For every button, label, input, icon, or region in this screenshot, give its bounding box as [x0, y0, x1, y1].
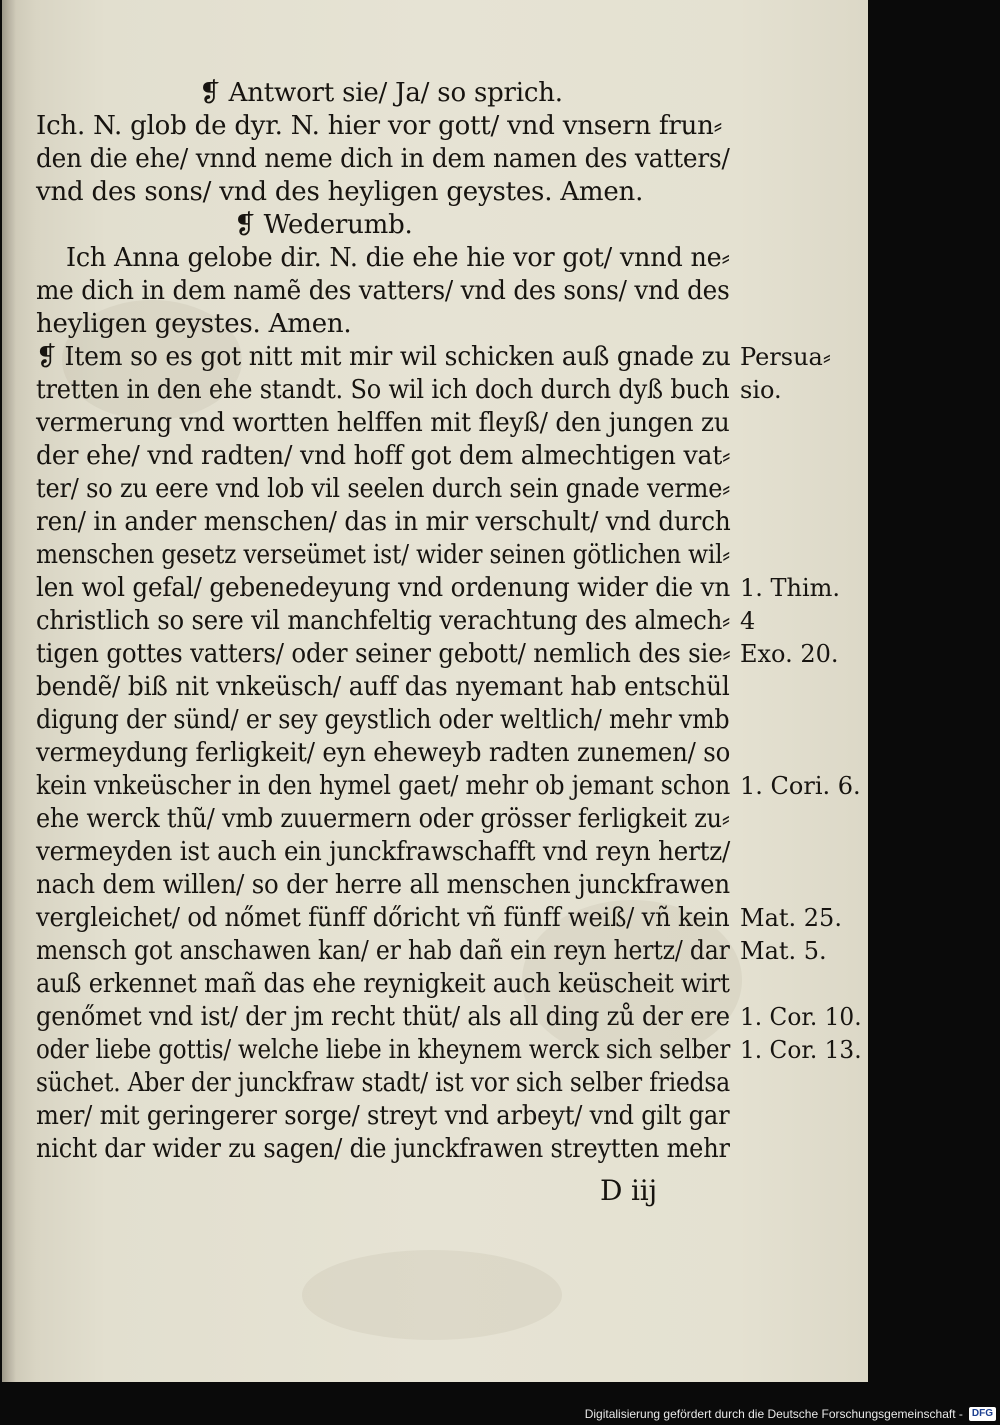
text-line [36, 870, 730, 900]
line-text: nicht dar wider zu sagen/ die junckfrawen streytten mehr [36, 1134, 730, 1164]
text-line [36, 507, 731, 537]
margin-note: 4 [740, 607, 756, 635]
text-line [36, 408, 730, 438]
text-line [199, 78, 563, 108]
text-line [36, 309, 352, 339]
pilcrow-icon: ❡ [199, 78, 221, 108]
text-line [36, 474, 730, 504]
text-line [36, 375, 729, 405]
signature-mark: D iij [600, 1174, 657, 1207]
text-line [36, 606, 730, 636]
text-line [36, 804, 730, 834]
margin-note: Mat. 25. [740, 904, 842, 932]
text-line [36, 342, 731, 372]
margin-note: sio. [740, 376, 782, 404]
margin-note: 1. Thim. [740, 574, 841, 602]
text-line [36, 705, 729, 735]
text-line [36, 1101, 729, 1131]
line-text: oder liebe gottis/ welche liebe in kheynem werck sich selber [36, 1035, 731, 1065]
footer [585, 1402, 1000, 1425]
line-text: tretten in den ehe standt. So wil ich doch durch dyß buch [36, 375, 730, 405]
margin-note: Persua⸗ [740, 343, 831, 371]
line-text: vergleichet/ od nőmet fünff dőricht vñ fünff weiß/ vñ kein [36, 903, 730, 933]
line-text: vnd des sons/ vnd des heyligen geystes. Amen. [36, 177, 644, 207]
line-text: auß erkennet mañ das ehe reynigkeit auch keüscheit wirt [36, 969, 730, 999]
text-line [36, 441, 730, 471]
line-text: len wol gefal/ gebenedeyung vnd ordenung wider die vn [36, 573, 731, 603]
line-text: digung der sünd/ er sey geystlich oder weltlich/ mehr vmb [36, 705, 730, 735]
line-text: süchet. Aber der junckfraw stadt/ ist vor sich selber friedsa [36, 1068, 730, 1098]
line-text: ren/ in ander menschen/ das in mir verschult/ vnd durch [36, 507, 731, 537]
line-text: Wederumb. [255, 210, 413, 240]
text-line [36, 1002, 730, 1032]
dfg-logo: DFG [969, 1407, 996, 1421]
text-line [36, 672, 730, 702]
line-text: Antwort sie/ Ja/ so sprich. [220, 78, 563, 108]
text-line [234, 210, 413, 240]
text-line [36, 771, 730, 801]
margin-note: 1. Cori. 6. [740, 772, 861, 800]
line-text: heyligen geystes. Amen. [36, 309, 352, 339]
text-line [36, 903, 730, 933]
text-line [36, 1068, 730, 1098]
line-text: ehe werck thũ/ vmb zuuermern oder grösser ferligkeit zu⸗ [36, 804, 730, 834]
book-page [2, 0, 868, 1382]
line-text: der ehe/ vnd radten/ vnd hoff got dem almechtigen vat⸗ [36, 441, 731, 471]
line-text: nach dem willen/ so der herre all menschen junckfrawen [36, 870, 730, 900]
text-line [36, 177, 643, 207]
line-text: mer/ mit geringerer sorge/ streyt vnd arbeyt/ vnd gilt gar [36, 1101, 730, 1131]
text-line [36, 111, 722, 141]
text-line [36, 276, 730, 306]
text-line [36, 936, 730, 966]
margin-note: 1. Cor. 13. [740, 1036, 862, 1064]
funding-credit: Digitalisierung gefördert durch die Deutsche Forschungsgemeinschaft - [584, 1406, 963, 1421]
pilcrow-icon: ❡ [36, 342, 57, 372]
text-line [36, 573, 730, 603]
text-line [36, 1134, 730, 1164]
paper-stain [302, 1250, 562, 1340]
text-line [36, 144, 730, 174]
text-line [66, 243, 730, 273]
margin-note: Exo. 20. [740, 640, 839, 668]
margin-note: 1. Cor. 10. [740, 1003, 862, 1031]
line-text: Ich. N. glob de dyr. N. hier vor gott/ vnd vnsern frun⸗ [36, 111, 723, 141]
line-text: menschen gesetz verseümet ist/ wider seinen götlichen wil⸗ [36, 540, 730, 570]
text-line [36, 1035, 730, 1065]
line-text: Ich Anna gelobe dir. N. die ehe hie vor got/ vnnd ne⸗ [66, 243, 730, 273]
line-text: vermeydung ferligkeit/ eyn eheweyb radten zunemen/ so [36, 738, 731, 768]
line-text: den die ehe/ vnnd neme dich in dem namen des vatters/ [36, 144, 730, 174]
text-line [36, 969, 730, 999]
line-text: christlich so sere vil manchfeltig verachtung des almech⸗ [36, 606, 731, 636]
line-text: mensch got anschawen kan/ er hab dañ ein reyn hertz/ dar [36, 936, 730, 966]
line-text: me dich in dem namẽ des vatters/ vnd des sons/ vnd des [36, 276, 730, 306]
pilcrow-icon: ❡ [234, 210, 256, 240]
line-text: genőmet vnd ist/ der jm recht thüt/ als all ding zů der ere [36, 1002, 730, 1032]
text-line [36, 837, 730, 867]
text-line [36, 738, 730, 768]
line-text: kein vnkeüscher in den hymel gaet/ mehr ob jemant schon [36, 771, 731, 801]
text-line [36, 540, 730, 570]
line-text: tigen gottes vatters/ oder seiner gebott/ nemlich des sie⸗ [36, 639, 731, 669]
line-text: vermerung vnd wortten helffen mit fleyß/ den jungen zu [36, 408, 730, 438]
margin-note: Mat. 5. [740, 937, 827, 965]
line-text: ter/ so zu eere vnd lob vil seelen durch sein gnade verme⸗ [36, 474, 731, 504]
line-text: Item so es got nitt mit mir wil schicken auß gnade zu [56, 342, 731, 372]
line-text: vermeyden ist auch ein junckfrawschafft vnd reyn hertz/ [36, 837, 731, 867]
line-text: bendẽ/ biß nit vnkeüsch/ auff das nyemant hab entschül [36, 672, 730, 702]
text-line [36, 639, 731, 669]
